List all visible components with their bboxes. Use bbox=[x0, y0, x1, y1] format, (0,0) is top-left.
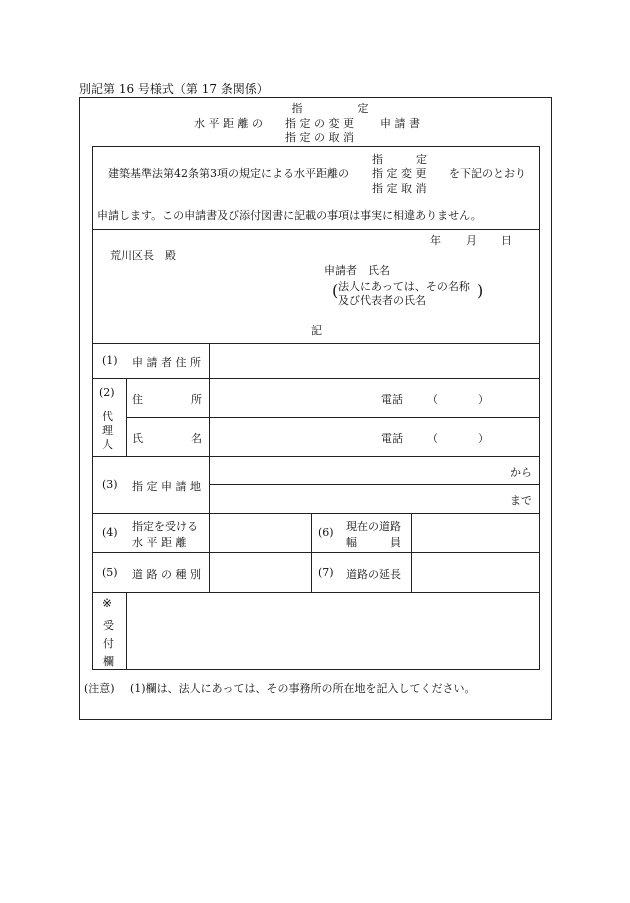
applicant-note-line1: 法人にあっては、その名称 bbox=[338, 280, 470, 293]
reception-label-1: 受 bbox=[103, 619, 114, 632]
addressee: 荒川区長 殿 bbox=[110, 249, 176, 262]
row1-number: (1) bbox=[102, 354, 118, 367]
reception-label-3: 欄 bbox=[103, 655, 114, 668]
title-option-designate: 指 定 bbox=[291, 102, 369, 115]
road-width-field[interactable] bbox=[412, 514, 539, 551]
bracket-left-icon: ( bbox=[332, 281, 339, 300]
reception-mark: ※ bbox=[102, 596, 113, 610]
declaration-prefix: 建築基準法第42条第3項の規定による水平距離の bbox=[108, 167, 349, 180]
paren-open: （ bbox=[427, 393, 438, 406]
notes-text: (1)欄は、法人にあっては、その事務所の所在地を記入してください。 bbox=[130, 682, 476, 695]
agent-label-1: 代 bbox=[102, 410, 113, 423]
site-from-label: から bbox=[510, 466, 532, 479]
agent-name-phone-field[interactable] bbox=[410, 418, 530, 455]
agent-address-phone-label: 電話 bbox=[381, 393, 403, 406]
row6-label-1: 現在の道路 bbox=[346, 520, 401, 533]
site-to-field[interactable] bbox=[210, 485, 500, 512]
applicant-address-field[interactable] bbox=[210, 344, 539, 377]
row4-label-2: 水 平 距 離 bbox=[132, 536, 187, 549]
divider bbox=[126, 378, 127, 456]
site-from-field[interactable] bbox=[210, 457, 500, 483]
declaration-option-cancel: 指 定 取 消 bbox=[372, 182, 427, 195]
horizontal-distance-field[interactable] bbox=[210, 514, 310, 551]
agent-address-label-r: 所 bbox=[191, 393, 202, 406]
row4-number: (4) bbox=[102, 526, 118, 539]
agent-label-3: 人 bbox=[102, 438, 113, 451]
row3-number: (3) bbox=[102, 478, 118, 491]
row7-label: 道路の延長 bbox=[346, 568, 401, 581]
reception-label-2: 付 bbox=[103, 637, 114, 650]
row1-label: 申 請 者 住 所 bbox=[132, 356, 201, 369]
declaration-statement: 申請します。この申請書及び添付図書に記載の事項は事実に相違ありません。 bbox=[97, 209, 482, 222]
divider bbox=[311, 513, 312, 592]
title-option-change: 指 定 の 変 更 bbox=[285, 117, 354, 130]
bracket-right-icon: ) bbox=[477, 281, 484, 300]
paren-close: ） bbox=[478, 432, 489, 445]
row3-label: 指 定 申 請 地 bbox=[132, 480, 201, 493]
applicant-note bbox=[333, 276, 485, 306]
declaration-option-designate: 指 定 bbox=[372, 153, 427, 166]
row7-number: (7) bbox=[318, 566, 334, 579]
divider bbox=[92, 229, 540, 230]
declaration-suffix: を下記のとおり bbox=[449, 167, 526, 180]
applicant-note-line2: 及び代表者の氏名 bbox=[338, 294, 426, 307]
road-length-field[interactable] bbox=[412, 553, 539, 591]
agent-name-label-r: 名 bbox=[191, 432, 202, 445]
paren-close: ） bbox=[478, 393, 489, 406]
agent-address-field[interactable] bbox=[210, 379, 370, 416]
form-number: 別記第 16 号様式（第 17 条関係） bbox=[79, 82, 269, 96]
ki-heading: 記 bbox=[311, 324, 322, 337]
title-suffix: 申 請 書 bbox=[380, 117, 420, 130]
agent-label-2: 理 bbox=[102, 424, 113, 437]
reception-field bbox=[127, 593, 539, 669]
applicant-name-label: 申請者 氏名 bbox=[324, 264, 390, 277]
agent-name-field[interactable] bbox=[210, 418, 370, 455]
row5-label: 道 路 の 種 別 bbox=[132, 568, 201, 581]
row2-number: (2) bbox=[99, 386, 115, 399]
title-option-cancel: 指 定 の 取 消 bbox=[285, 131, 354, 144]
agent-address-phone-field[interactable] bbox=[410, 379, 530, 416]
paren-open: （ bbox=[427, 432, 438, 445]
agent-name-phone-label: 電話 bbox=[381, 432, 403, 445]
road-type-field[interactable] bbox=[210, 553, 310, 591]
date-month: 月 bbox=[466, 234, 477, 247]
declaration-option-change: 指 定 変 更 bbox=[372, 167, 427, 180]
row5-number: (5) bbox=[102, 566, 118, 579]
row4-label-1: 指定を受ける bbox=[132, 520, 198, 533]
title-prefix: 水 平 距 離 の bbox=[194, 117, 263, 130]
site-to-label: まで bbox=[510, 494, 532, 507]
date-day: 日 bbox=[501, 234, 512, 247]
row6-number: (6) bbox=[318, 526, 334, 539]
notes-label: (注意) bbox=[84, 682, 115, 695]
agent-name-label-l: 氏 bbox=[132, 432, 143, 445]
date-year: 年 bbox=[430, 234, 441, 247]
row6-label-2: 幅 員 bbox=[346, 536, 401, 549]
agent-address-label-l: 住 bbox=[132, 393, 143, 406]
